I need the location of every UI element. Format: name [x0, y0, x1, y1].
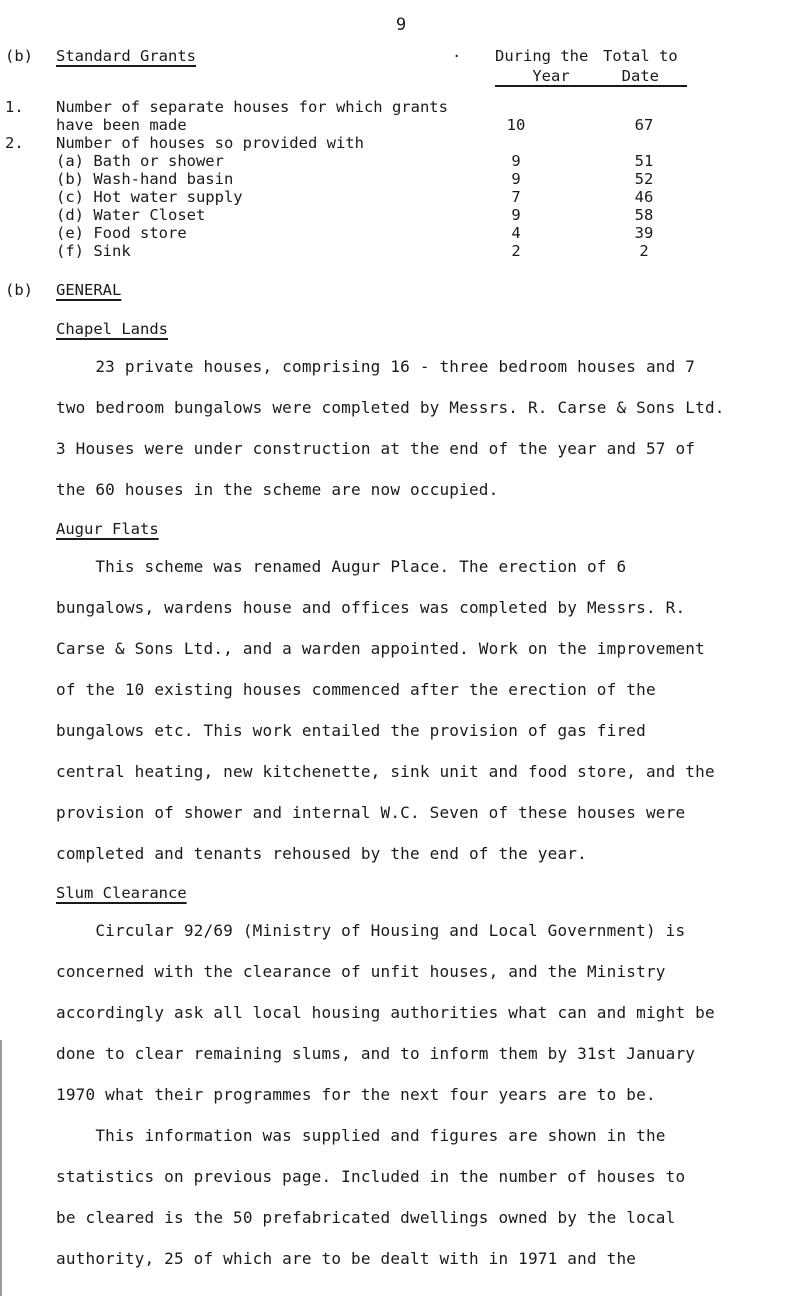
paragraph-line: accordingly ask all local housing authorities what can and might be	[56, 1003, 715, 1022]
paragraph-line: two bedroom bungalows were completed by Messrs. R. Carse & Sons Ltd.	[56, 398, 725, 417]
during-value: 9	[511, 152, 521, 170]
total-value: 58	[634, 206, 654, 224]
total-value: 52	[634, 170, 654, 188]
paragraph-line: authority, 25 of which are to be dealt with in 1971 and the	[56, 1249, 637, 1268]
augur-flats-heading: Augur Flats	[56, 520, 159, 538]
col-total-date: Date	[621, 67, 659, 85]
paragraph-line: bungalows, wardens house and offices was completed by Messrs. R.	[56, 598, 686, 617]
during-value: 2	[511, 242, 521, 260]
paragraph-line: 3 Houses were under construction at the end of the year and 57 of	[56, 439, 696, 458]
during-value: 7	[511, 188, 521, 206]
paragraph-line: central heating, new kitchenette, sink unit and food store, and the	[56, 762, 715, 781]
col-during-line2	[495, 67, 607, 85]
col-total-line1: Total to	[603, 47, 678, 65]
during-value: 4	[511, 224, 521, 242]
during-value: 9	[511, 170, 521, 188]
row-label: (c) Hot water supply	[56, 188, 243, 206]
total-value: 2	[639, 242, 649, 260]
paragraph-line: This information was supplied and figures are shown in the	[56, 1126, 666, 1145]
row-label: (b) Wash-hand basin	[56, 170, 234, 188]
paragraph-line: completed and tenants rehoused by the end of the year.	[56, 844, 587, 863]
total-value: 46	[634, 188, 654, 206]
paragraph-line: 23 private houses, comprising 16 - three bedroom houses and 7	[56, 357, 696, 376]
paragraph-line: Carse & Sons Ltd., and a warden appointed. Work on the improvement	[56, 639, 705, 658]
during-value: 10	[506, 116, 526, 134]
paragraph-line: be cleared is the 50 prefabricated dwellings owned by the local	[56, 1208, 676, 1227]
paragraph-line: statistics on previous page. Included in the number of houses to	[56, 1167, 686, 1186]
row-label: (d) Water Closet	[56, 206, 206, 224]
paragraph-line: the 60 houses in the scheme are now occupied.	[56, 480, 499, 499]
total-value: 51	[634, 152, 654, 170]
item-number: 2.	[5, 134, 24, 152]
paragraph-line: done to clear remaining slums, and to inform them by 31st January	[56, 1044, 696, 1063]
col-during-year: Year	[532, 67, 570, 85]
row-label: (a) Bath or shower	[56, 152, 224, 170]
bullet-dot: ·	[452, 47, 462, 65]
general-heading: GENERAL	[56, 281, 122, 299]
item-text: have been made	[56, 116, 187, 134]
col-during-line1: During the	[495, 47, 589, 65]
section-marker: (b)	[5, 47, 33, 65]
col-total-line2	[603, 67, 687, 85]
paragraph-line: Circular 92/69 (Ministry of Housing and Local Government) is	[56, 921, 686, 940]
slum-clearance-heading: Slum Clearance	[56, 884, 187, 902]
total-value: 67	[634, 116, 654, 134]
item-number: 1.	[5, 98, 24, 116]
total-value: 39	[634, 224, 654, 242]
standard-grants-heading: Standard Grants	[56, 47, 196, 65]
section-marker: (b)	[5, 281, 33, 299]
page-number: 9	[396, 15, 407, 35]
item-text: Number of houses so provided with	[56, 134, 364, 152]
paragraph-line: bungalows etc. This work entailed the provision of gas fired	[56, 721, 646, 740]
row-label: (e) Food store	[56, 224, 187, 242]
paragraph-line: of the 10 existing houses commenced after the erection of the	[56, 680, 656, 699]
row-label: (f) Sink	[56, 242, 131, 260]
item-text: Number of separate houses for which grants	[56, 98, 448, 116]
paragraph-line: provision of shower and internal W.C. Seven of these houses were	[56, 803, 686, 822]
during-value: 9	[511, 206, 521, 224]
paragraph-line: concerned with the clearance of unfit houses, and the Ministry	[56, 962, 666, 981]
paragraph-line: 1970 what their programmes for the next four years are to be.	[56, 1085, 656, 1104]
chapel-lands-heading: Chapel Lands	[56, 320, 168, 338]
scan-edge-mark	[0, 1040, 2, 1296]
paragraph-line: This scheme was renamed Augur Place. The erection of 6	[56, 557, 627, 576]
